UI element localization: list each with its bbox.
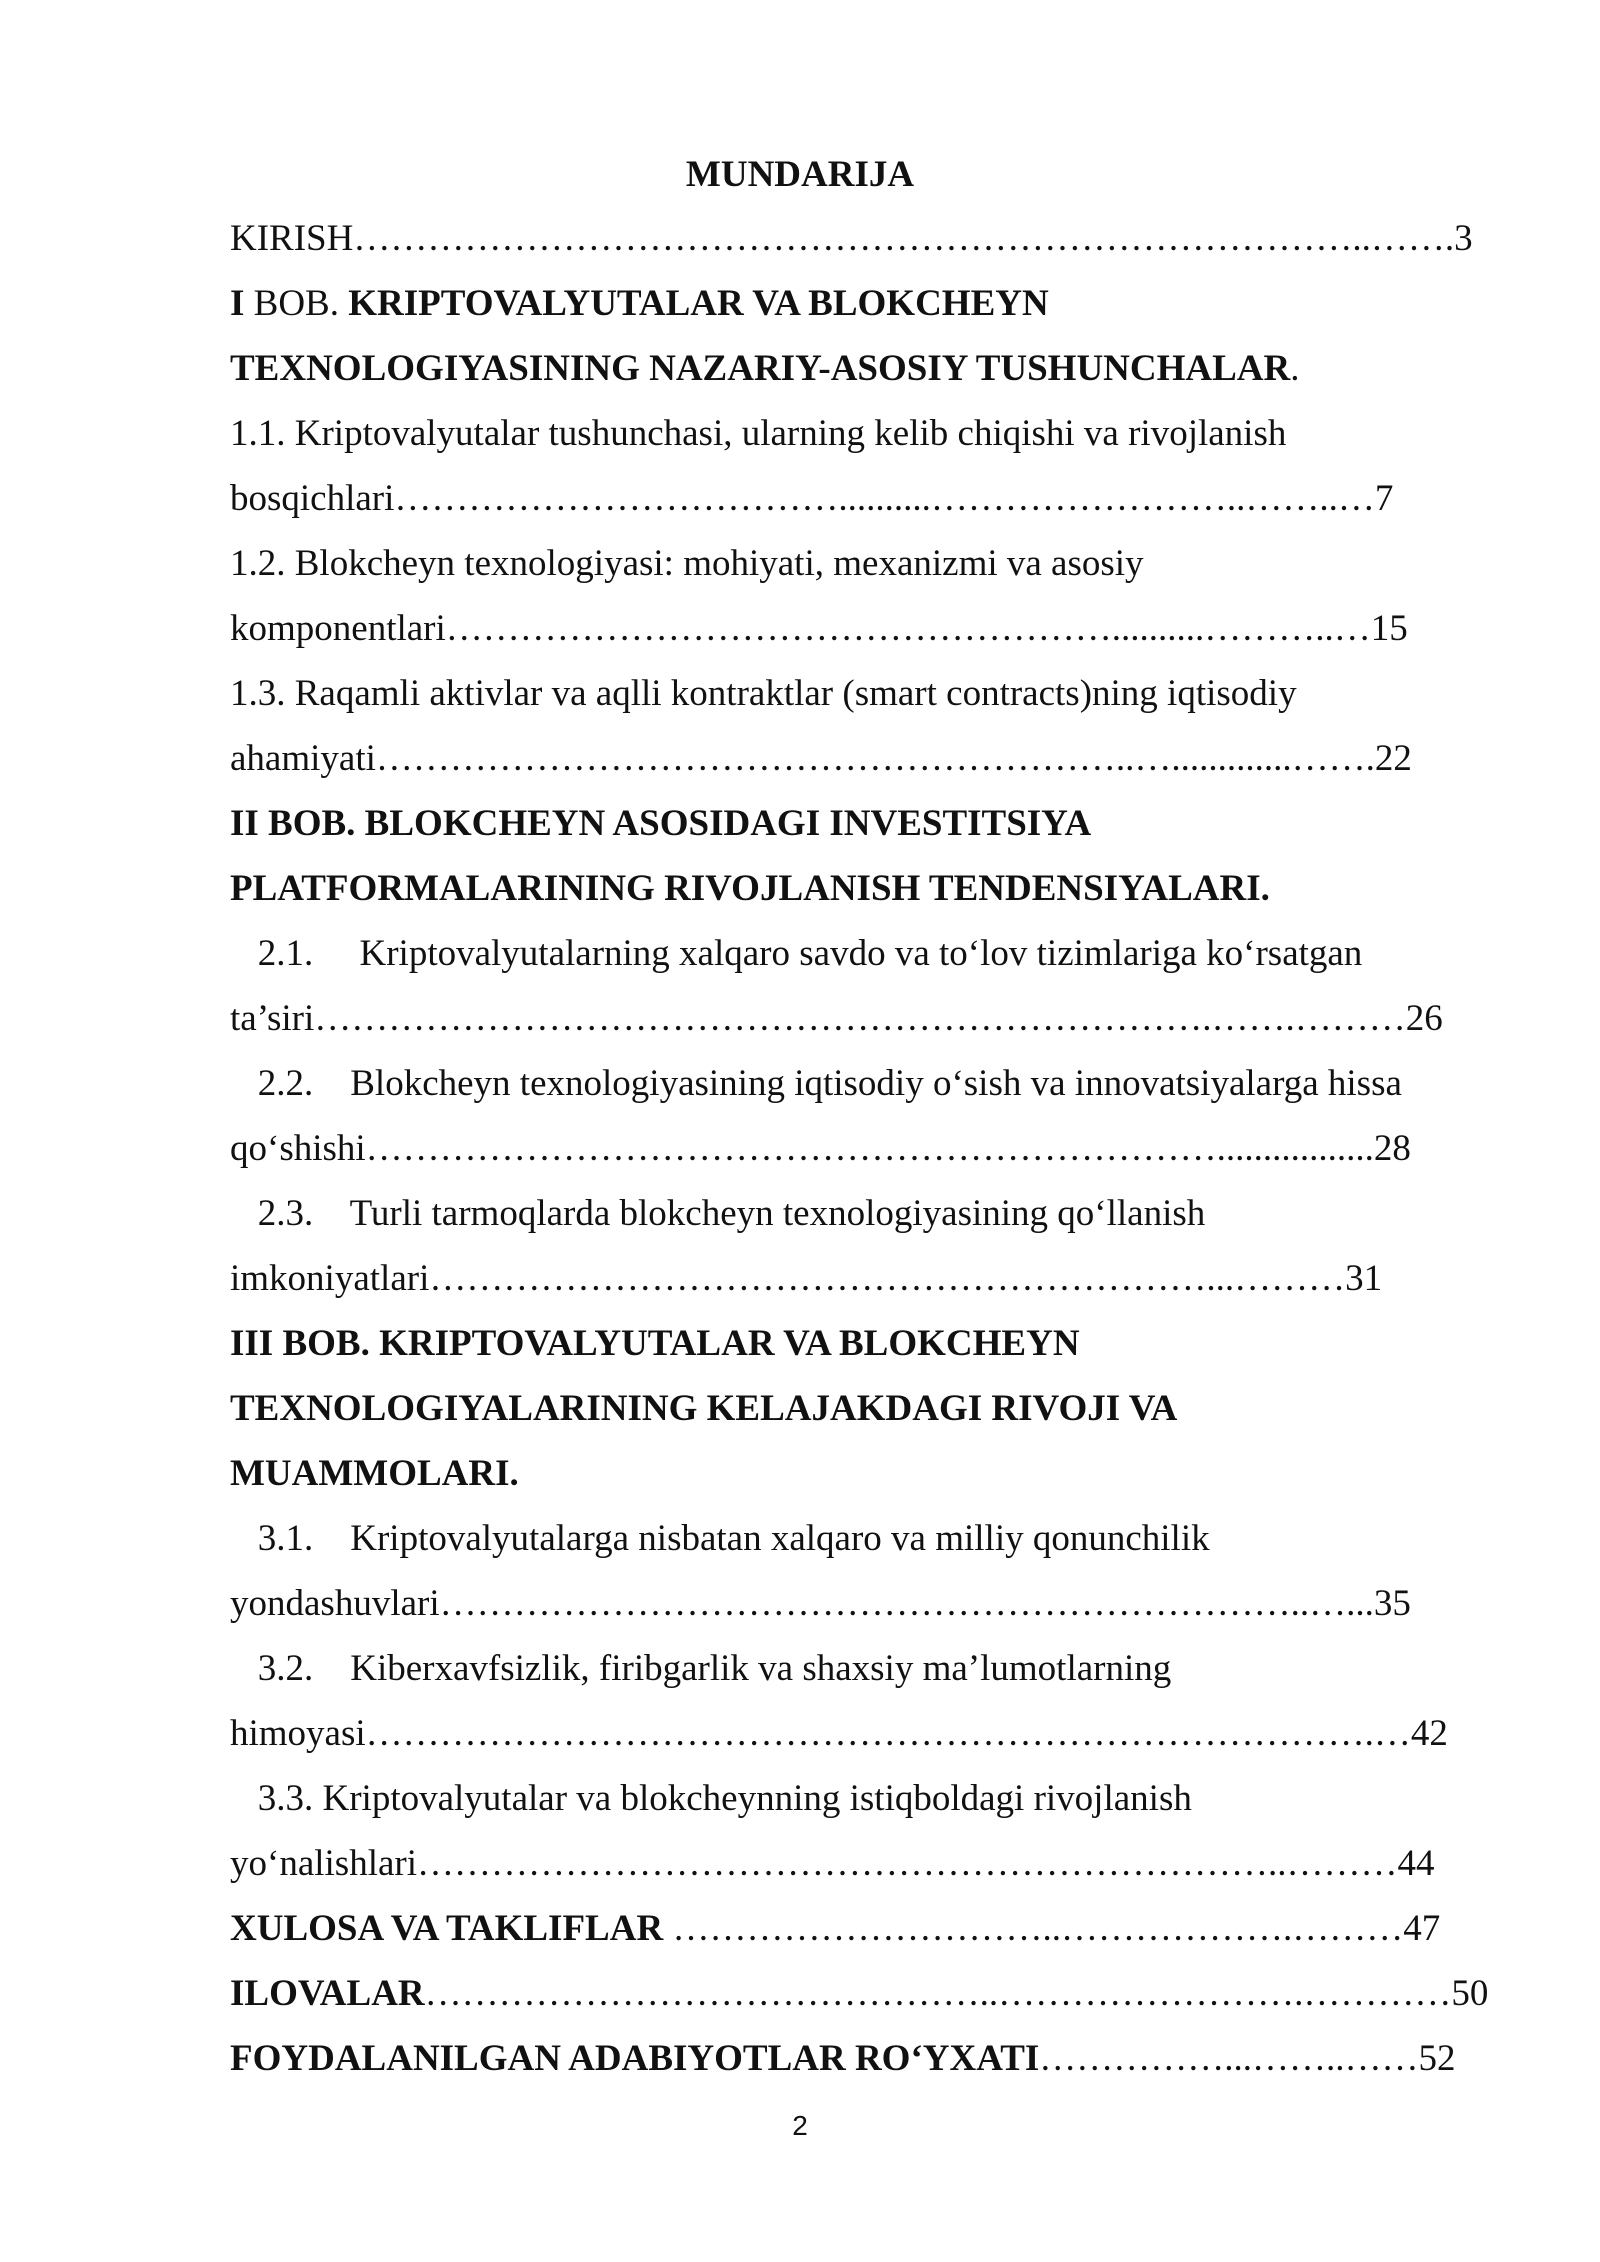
toc-chapter-2-heading: II BOB. BLOKCHEYN ASOSIDAGI INVESTITSIYA (230, 803, 1092, 844)
toc-adabiyotlar-leader: ……………...……..……52 (1039, 2038, 1456, 2079)
toc-section-1-3-cont: ahamiyati……………………………………………………..….............…….22 (230, 738, 1412, 779)
toc-section-2-3: 2.3. Turli tarmoqlarda blokcheyn texnologiyasining qo‘llanish (230, 1193, 1206, 1234)
toc-chapter-1-title-cont: TEXNOLOGIYASINING NAZARIY-ASOSIY TUSHUNCHALAR (230, 348, 1291, 389)
toc-xulosa-label: XULOSA VA TAKLIFLAR (230, 1908, 673, 1949)
toc-chapter-3-heading-cont-2: MUAMMOLARI. (230, 1453, 519, 1494)
page-title: MUNDARIJA (685, 154, 915, 195)
toc-chapter-1-heading (230, 279, 1049, 329)
toc-entry-ilovalar (230, 1969, 1488, 2019)
toc-section-1-1-cont: bosqichlari………………………………..........……………………..……..…7 (230, 478, 1394, 519)
toc-section-2-3-cont: imkoniyatlari………………………………………………………...………31 (230, 1258, 1383, 1299)
toc-section-1-2: 1.2. Blokcheyn texnologiyasi: mohiyati, mexanizmi va asosiy (230, 543, 1144, 584)
toc-section-2-2-cont: qo‘shishi…………………………………………………………….................28 (230, 1128, 1411, 1169)
toc-chapter-3-heading: III BOB. KRIPTOVALYUTALAR VA BLOKCHEYN (230, 1323, 1080, 1364)
toc-ilovalar-label: ILOVALAR (230, 1973, 425, 2014)
toc-chapter-1-roman: I (230, 283, 245, 324)
toc-section-3-1-cont: yondashuvlari……………………………………………………………..…...35 (230, 1583, 1411, 1624)
toc-section-3-2: 3.2. Kiberxavfsizlik, firibgarlik va shaxsiy ma’lumotlarning (230, 1648, 1172, 1689)
toc-section-1-2-cont: komponentlari………………………………………………..........………..…15 (230, 608, 1408, 649)
toc-chapter-1-title: KRIPTOVALYUTALAR VA BLOKCHEYN (348, 283, 1049, 324)
toc-chapter-3-heading-cont: TEXNOLOGIYALARINING KELAJAKDAGI RIVOJI VA (230, 1388, 1178, 1429)
toc-section-3-3: 3.3. Kriptovalyutalar va blokcheynning istiqboldagi rivojlanish (230, 1778, 1192, 1819)
toc-ilovalar-leader: ………………………………………..…………………….…………50 (424, 1973, 1489, 2014)
toc-entry-xulosa (230, 1904, 1440, 1954)
toc-section-3-3-cont: yo‘nalishlari……………………………………………………………..………44 (230, 1843, 1435, 1884)
toc-section-2-1-cont: ta’siri……………………………………………………………….…….………26 (230, 998, 1443, 1039)
toc-section-3-2-cont: himoyasi……………………………………………………………………….…42 (230, 1713, 1448, 1754)
toc-section-3-1: 3.1. Kriptovalyutalarga nisbatan xalqaro va milliy qonunchilik (230, 1518, 1210, 1559)
toc-section-2-1: 2.1. Kriptovalyutalarning xalqaro savdo va to‘lov tizimlariga ko‘rsatgan (230, 933, 1363, 974)
toc-section-1-1: 1.1. Kriptovalyutalar tushunchasi, ularning kelib chiqishi va rivojlanish (230, 413, 1287, 454)
toc-section-1-3: 1.3. Raqamli aktivlar va aqlli kontraktlar (smart contracts)ning iqtisodiy (230, 673, 1297, 714)
toc-entry-adabiyotlar (230, 2034, 1456, 2084)
page-number: 2 (792, 2110, 808, 2141)
toc-chapter-1-bob: BOB. (244, 283, 349, 324)
toc-chapter-1-dot: . (1290, 348, 1300, 389)
toc-entry-kirish: KIRISH………………………………………………………………………..…….3 (230, 218, 1473, 259)
toc-chapter-1-heading-cont (230, 344, 1299, 394)
toc-adabiyotlar-label: FOYDALANILGAN ADABIYOTLAR RO‘YXATI (230, 2038, 1040, 2079)
toc-chapter-2-heading-cont: PLATFORMALARINING RIVOJLANISH TENDENSIYALARI. (230, 868, 1270, 909)
toc-xulosa-leader: …………………………..……………….………47 (672, 1908, 1441, 1949)
toc-section-2-2: 2.2. Blokcheyn texnologiyasining iqtisodiy o‘sish va innovatsiyalarga hissa (230, 1063, 1402, 1104)
